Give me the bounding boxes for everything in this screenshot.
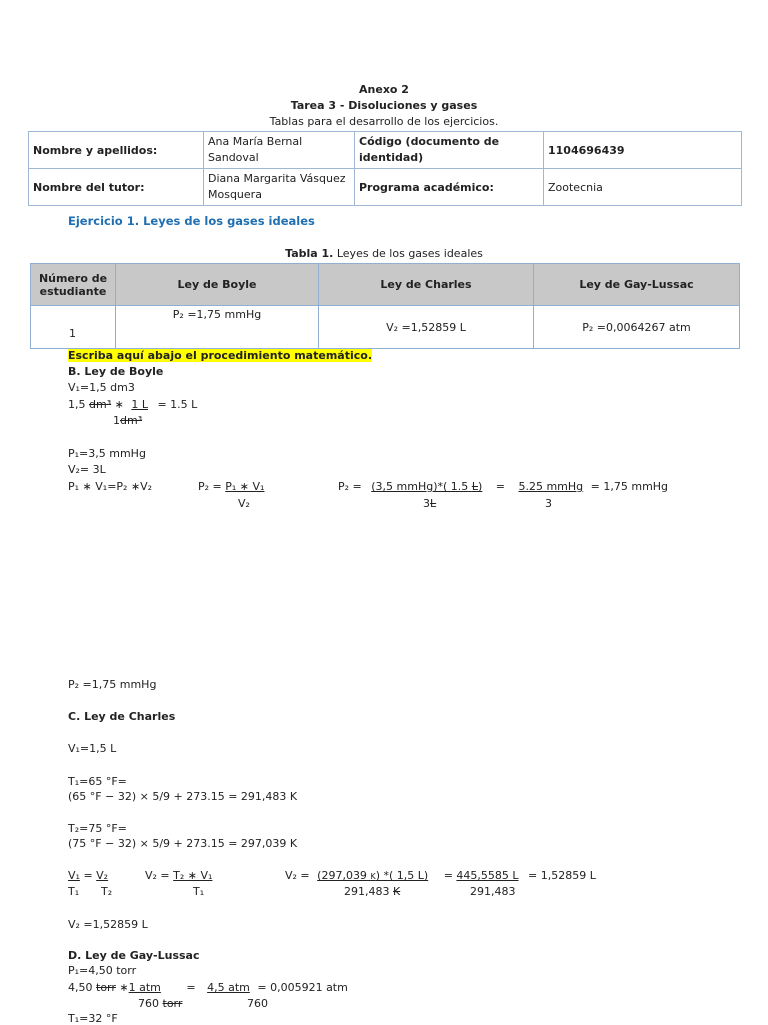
charles-title: C. Ley de Charles — [68, 710, 176, 723]
charles-t1-conversion: (65 °F − 32) × 5/9 + 273.15 = 291,483 K — [68, 790, 298, 803]
charles-calc-num-b: ) *( 1,5 L) — [375, 869, 429, 882]
charles-calc-left: V₂ = — [285, 869, 310, 882]
boyle-formula: P₁ ∗ V₁=P₂ ∗V₂ — [68, 480, 153, 493]
program-value: Zootecnia — [544, 169, 742, 206]
boyle-calc-left: P₂ = — [338, 480, 362, 493]
gas-laws-table — [30, 263, 740, 349]
boyle-calc-den-a: 3 — [423, 497, 430, 510]
task-title: Tarea 3 - Disoluciones y gases — [290, 99, 478, 112]
boyle-calc-eq: = — [495, 480, 505, 493]
boyle-p1: P₁=3,5 mmHg — [68, 447, 146, 460]
procedure-note-wrap — [68, 349, 372, 362]
charles-f-t1: T₁ — [68, 885, 80, 898]
boyle-calc-num-unit: L — [471, 480, 478, 493]
gaylussac-conv-num2: 4,5 atm — [207, 981, 250, 994]
subtitle: Tablas para el desarrollo de los ejercicios. — [269, 115, 499, 128]
boyle-solve-left: P₂ = — [198, 480, 222, 493]
boyle-solve — [198, 480, 264, 493]
charles-final: V₂ =1,52859 L — [68, 918, 148, 931]
boyle-conv-dot: ∗ — [114, 398, 124, 411]
gaylussac-conv-den-unit: torr — [162, 997, 183, 1010]
charles-calc-num2: 445,5585 L — [456, 869, 519, 882]
boyle-conv-result: = 1.5 L — [157, 398, 198, 411]
gaylussac-p1: P₁=4,50 torr — [68, 964, 137, 977]
cell-boyle: P₂ =1,75 mmHg — [116, 306, 319, 349]
table1-caption — [0, 247, 768, 260]
charles-calc-den-a: 291,483 — [344, 885, 390, 898]
boyle-calc-num2: 5.25 mmHg — [518, 480, 584, 493]
cell-charles: V₂ =1,52859 L — [319, 306, 534, 349]
code-value: 1104696439 — [544, 132, 742, 169]
gaylussac-conv-num: 1 atm — [128, 981, 161, 994]
boyle-title: B. Ley de Boyle — [68, 365, 164, 378]
boyle-conv-den — [113, 414, 142, 427]
boyle-calc-den-unit: L — [430, 497, 437, 510]
header-student-number: Número de estudiante — [31, 264, 116, 306]
gaylussac-title: D. Ley de Gay-Lussac — [68, 949, 200, 962]
gaylussac-conv-eq: = — [186, 981, 196, 994]
procedure-note: Escriba aquí abajo el procedimiento matemático. — [68, 349, 372, 362]
tutor-label: Nombre del tutor: — [29, 169, 204, 206]
boyle-conv-unit: dm³ — [89, 398, 112, 411]
boyle-conv-value: 1,5 — [68, 398, 86, 411]
header-boyle: Ley de Boyle — [116, 264, 319, 306]
gaylussac-conv-den-a: 760 — [138, 997, 159, 1010]
boyle-solve-den: V₂ — [238, 497, 250, 510]
annex-title: Anexo 2 — [359, 83, 409, 96]
charles-solve-den: T₁ — [193, 885, 205, 898]
student-info-table — [28, 131, 742, 206]
boyle-calc-den — [423, 497, 436, 510]
charles-calc-eq: = — [443, 869, 453, 882]
gaylussac-conv-unit: torr — [96, 981, 116, 994]
boyle-conv-den-num: 1 — [113, 414, 120, 427]
gaylussac-conv-value: 4,50 — [68, 981, 93, 994]
gaylussac-conversion — [68, 981, 348, 994]
charles-solve — [145, 869, 212, 882]
charles-calc-den2: 291,483 — [470, 885, 516, 898]
boyle-calc-result: = 1,75 mmHg — [590, 480, 669, 493]
name-value: Ana María Bernal Sandoval — [204, 132, 355, 169]
gaylussac-conv-den — [138, 997, 182, 1010]
charles-calc — [285, 869, 596, 882]
charles-solve-left: V₂ = — [145, 869, 170, 882]
boyle-v1: V₁=1,5 dm3 — [68, 381, 135, 394]
gaylussac-t1: T₁=32 °F — [68, 1012, 118, 1025]
gaylussac-conv-result: = 0,005921 atm — [257, 981, 348, 994]
gaylussac-conv-den2: 760 — [247, 997, 268, 1010]
charles-calc-num-unit: K — [370, 872, 376, 881]
code-label: Código (documento de identidad) — [355, 132, 544, 169]
boyle-conversion — [68, 398, 197, 411]
name-label: Nombre y apellidos: — [29, 132, 204, 169]
charles-t1: T₁=65 °F= — [68, 775, 127, 788]
charles-t2: T₂=75 °F= — [68, 822, 127, 835]
charles-f-t2: T₂ — [101, 885, 113, 898]
charles-formula — [68, 869, 108, 882]
tutor-value: Diana Margarita Vásquez Mosquera — [204, 169, 355, 206]
table1-caption-bold: Tabla 1. — [285, 247, 334, 260]
charles-calc-num-a: (297,039 — [317, 869, 367, 882]
program-label: Programa académico: — [355, 169, 544, 206]
boyle-final: P₂ =1,75 mmHg — [68, 678, 157, 691]
cell-gay-lussac: P₂ =0,0064267 atm — [534, 306, 740, 349]
charles-t2-conversion: (75 °F − 32) × 5/9 + 273.15 = 297,039 K — [68, 837, 298, 850]
gaylussac-conv-dot: ∗ — [119, 981, 129, 994]
boyle-calc-num-a: (3,5 mmHg)*( 1.5 — [371, 480, 469, 493]
exercise-title: Ejercicio 1. Leyes de los gases ideales — [68, 214, 315, 228]
charles-calc-result: = 1,52859 L — [528, 869, 596, 882]
charles-v1: V₁=1,5 L — [68, 742, 117, 755]
charles-f-v1: V₁ — [68, 869, 80, 882]
boyle-conv-num: 1 L — [131, 398, 148, 411]
charles-solve-num: T₂ ∗ V₁ — [173, 869, 213, 882]
boyle-conv-den-unit: dm³ — [120, 414, 143, 427]
boyle-solve-num: P₁ ∗ V₁ — [225, 480, 265, 493]
table1-caption-rest: Leyes de los gases ideales — [333, 247, 483, 260]
boyle-calc — [338, 480, 668, 493]
charles-f-eq: = — [83, 869, 93, 882]
boyle-calc-num-b: ) — [477, 480, 483, 493]
header-charles: Ley de Charles — [319, 264, 534, 306]
boyle-v2: V₂= 3L — [68, 463, 106, 476]
charles-calc-den-unit: K — [393, 885, 401, 898]
charles-calc-den — [344, 885, 400, 898]
charles-f-v2: V₂ — [96, 869, 109, 882]
header-gay-lussac: Ley de Gay-Lussac — [534, 264, 740, 306]
cell-student-number: 1 — [31, 306, 116, 349]
boyle-calc-den2: 3 — [545, 497, 552, 510]
